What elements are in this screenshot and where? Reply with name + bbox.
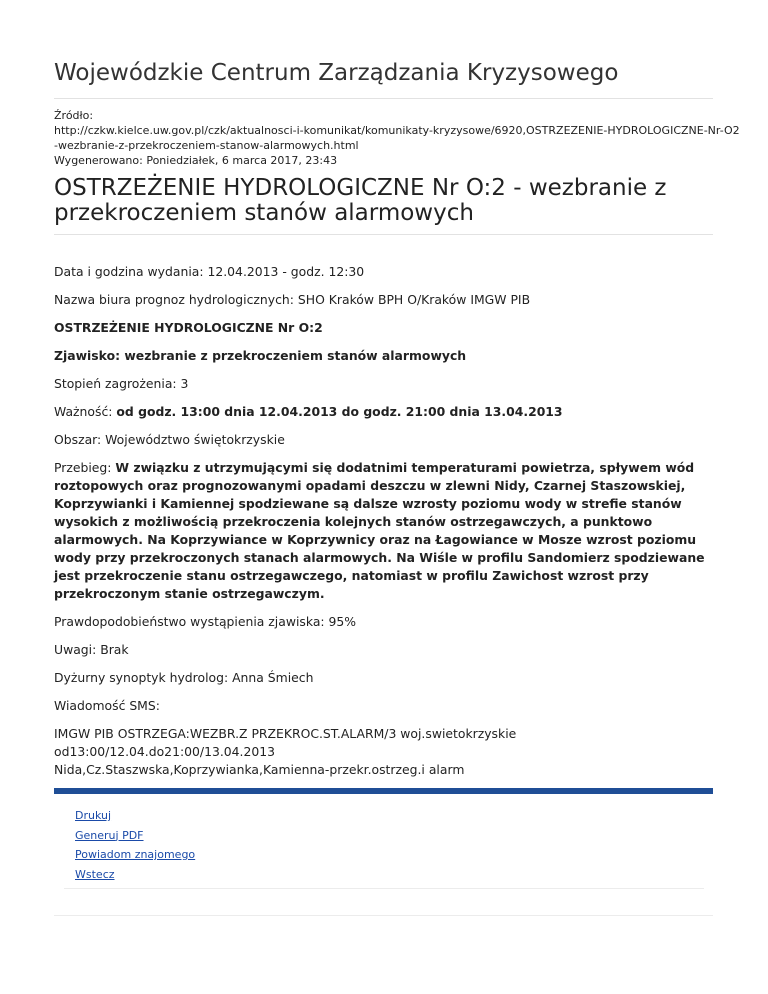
forecast-office: Nazwa biura prognoz hydrologicznych: SHO Kraków BPH O/Kraków IMGW PIB (54, 292, 531, 307)
article-title: OSTRZEŻENIE HYDROLOGICZNE Nr O:2 - wezbranie z przekroczeniem stanów alarmowych (54, 175, 667, 226)
header-divider (54, 98, 713, 99)
area: Obszar: Województwo świętokrzyskie (54, 432, 285, 447)
source-url-line1: http://czkw.kielce.uw.gov.pl/czk/aktualnosci-i-komunikat/komunikaty-kryzysowe/6920,OSTRZEZENIE-HYDROLOGICZNE-Nr-O2 (54, 124, 740, 137)
sms-label: Wiadomość SMS: (54, 698, 160, 713)
sms-message (54, 725, 716, 779)
links-divider (64, 888, 704, 889)
course (54, 459, 716, 603)
phenomenon: Zjawisko: wezbranie z przekroczeniem stanów alarmowych (54, 348, 467, 363)
issue-date: Data i godzina wydania: 12.04.2013 - godz. 12:30 (54, 264, 365, 279)
print-link[interactable]: Drukuj (75, 809, 112, 822)
generated-date: Wygenerowano: Poniedziałek, 6 marca 2017, 23:43 (54, 154, 338, 167)
course-value: W związku z utrzymującymi się dodatnimi temperaturami powietrza, spływem wód roztopowych oraz prognozowanymi opadami deszczu w zlewni Nidy, Czarnej Staszowskiej, Koprzywianki i Kamiennej spodziewane są dalsze wzrosty poziomu wody w strefie stanów wysokich z możliwością przekroczenia kolejnych stanów ostrzegawczych, a punktowo alarmowych. Na Koprzywiance w Koprzywnicy oraz na Łagowiance w Mosze wzrost poziomu wody przy przekroczonych stanach alarmowych. Na Wiśle w profilu Sandomierz spodziewane jest przekroczenie stanu ostrzegawczego, natomiast w profilu Zawichost wzrost przy przekroczonym stanie ostrzegawczym. (54, 460, 705, 601)
action-links (75, 806, 195, 884)
validity (54, 403, 716, 421)
accent-bar (54, 788, 713, 794)
course-label: Przebieg: (54, 460, 116, 475)
source-label: Źródło: (54, 109, 94, 122)
probability: Prawdopodobieństwo wystąpienia zjawiska: 95% (54, 614, 357, 629)
warning-heading: OSTRZEŻENIE HYDROLOGICZNE Nr O:2 (54, 320, 323, 335)
source-info (54, 108, 740, 168)
title-divider (54, 234, 713, 235)
threat-level: Stopień zagrożenia: 3 (54, 376, 189, 391)
notify-friend-link[interactable]: Powiadom znajomego (75, 848, 196, 861)
sms-line1: IMGW PIB OSTRZEGA:WEZBR.Z PRZEKROC.ST.ALARM/3 woj.swietokrzyskie od13:00/12.04.do21:00/13.04.2013 (54, 726, 517, 759)
remarks: Uwagi: Brak (54, 642, 129, 657)
article-content (54, 263, 716, 789)
site-title: Wojewódzkie Centrum Zarządzania Kryzysowego (54, 60, 619, 86)
back-link[interactable]: Wstecz (75, 867, 115, 881)
duty-officer: Dyżurny synoptyk hydrolog: Anna Śmiech (54, 670, 314, 685)
validity-label: Ważność: (54, 404, 117, 419)
generate-pdf-link[interactable]: Generuj PDF (75, 828, 144, 842)
validity-value: od godz. 13:00 dnia 12.04.2013 do godz. 21:00 dnia 13.04.2013 (116, 404, 563, 419)
sms-line2: Nida,Cz.Staszwska,Koprzywianka,Kamienna-przekr.ostrzeg.i alarm (54, 762, 465, 777)
source-url-line2: -wezbranie-z-przekroczeniem-stanow-alarmowych.html (54, 139, 359, 152)
footer-divider (54, 915, 713, 916)
